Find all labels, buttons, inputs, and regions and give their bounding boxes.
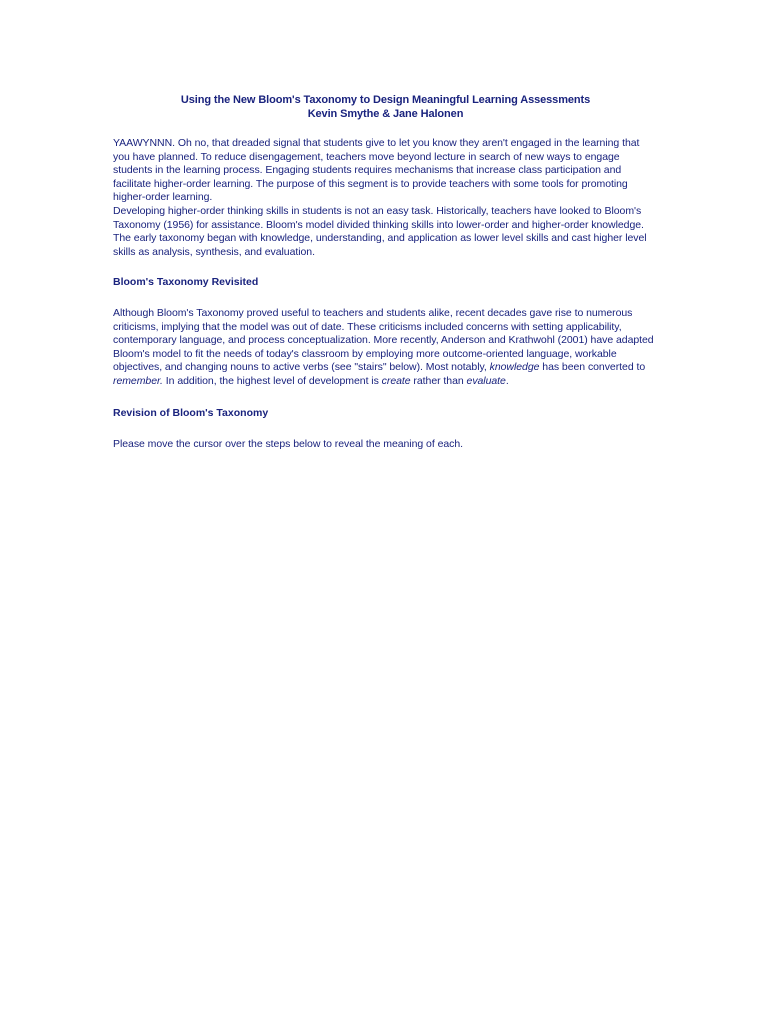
term-evaluate: evaluate [466,374,506,387]
revisited-text-1: Although Bloom's Taxonomy proved useful to teachers and students alike, recent decades gave rise to numerous criticisms, implying that the model was out of date. These criticisms included concerns with setting applicability, contemporary language, and process conceptualization. More recently, Anderson and Krathwohl (2001) have adapted Bloom's model to fit the needs of today's classroom by employing more outcome-oriented language, workable objectives, and changing nouns to active verbs (see "stairs" below). Most notably, [113,306,654,374]
document-page [113,94,658,452]
section-heading-revisited: Bloom's Taxonomy Revisited [113,276,259,289]
term-create: create [381,374,411,387]
revisited-paragraph [113,307,658,389]
revisited-text-4: rather than [410,374,467,387]
intro-paragraph-2: Developing higher-order thinking skills in students is not an easy task. Historically, teachers have looked to Bloom's Taxonomy (1956) for assistance. Bloom's model divided thinking skills into lower-order and higher-order knowledge. The early taxonomy began with knowledge, understanding, and application as lower level skills and cast higher level skills as analysis, synthesis, and evaluation. [113,204,647,258]
term-knowledge: knowledge [489,361,540,374]
section-heading-revision: Revision of Bloom's Taxonomy [113,406,269,419]
term-remember: remember. [113,374,163,387]
revisited-text-2: has been converted to [539,361,646,374]
revisited-text-5: . [505,374,509,387]
intro-paragraph-1: YAAWYNNN. Oh no, that dreaded signal that students give to let you know they aren't engaged in the learning that you have planned. To reduce disengagement, teachers move beyond lecture in search of new ways to engage students in the learning process. Engaging students requires mechanisms that increase class participation and facilitate higher-order learning. The purpose of this segment is to provide teachers with some tools for promoting higher-order learning. [113,137,640,204]
revision-instruction: Please move the cursor over the steps below to reveal the meaning of each. [113,438,463,451]
revisited-text-3: In addition, the highest level of development is [162,374,382,387]
document-header [113,94,658,121]
document-title: Using the New Bloom's Taxonomy to Design Meaningful Learning Assessments [180,94,591,106]
document-authors: Kevin Smythe & Jane Halonen [307,107,464,120]
